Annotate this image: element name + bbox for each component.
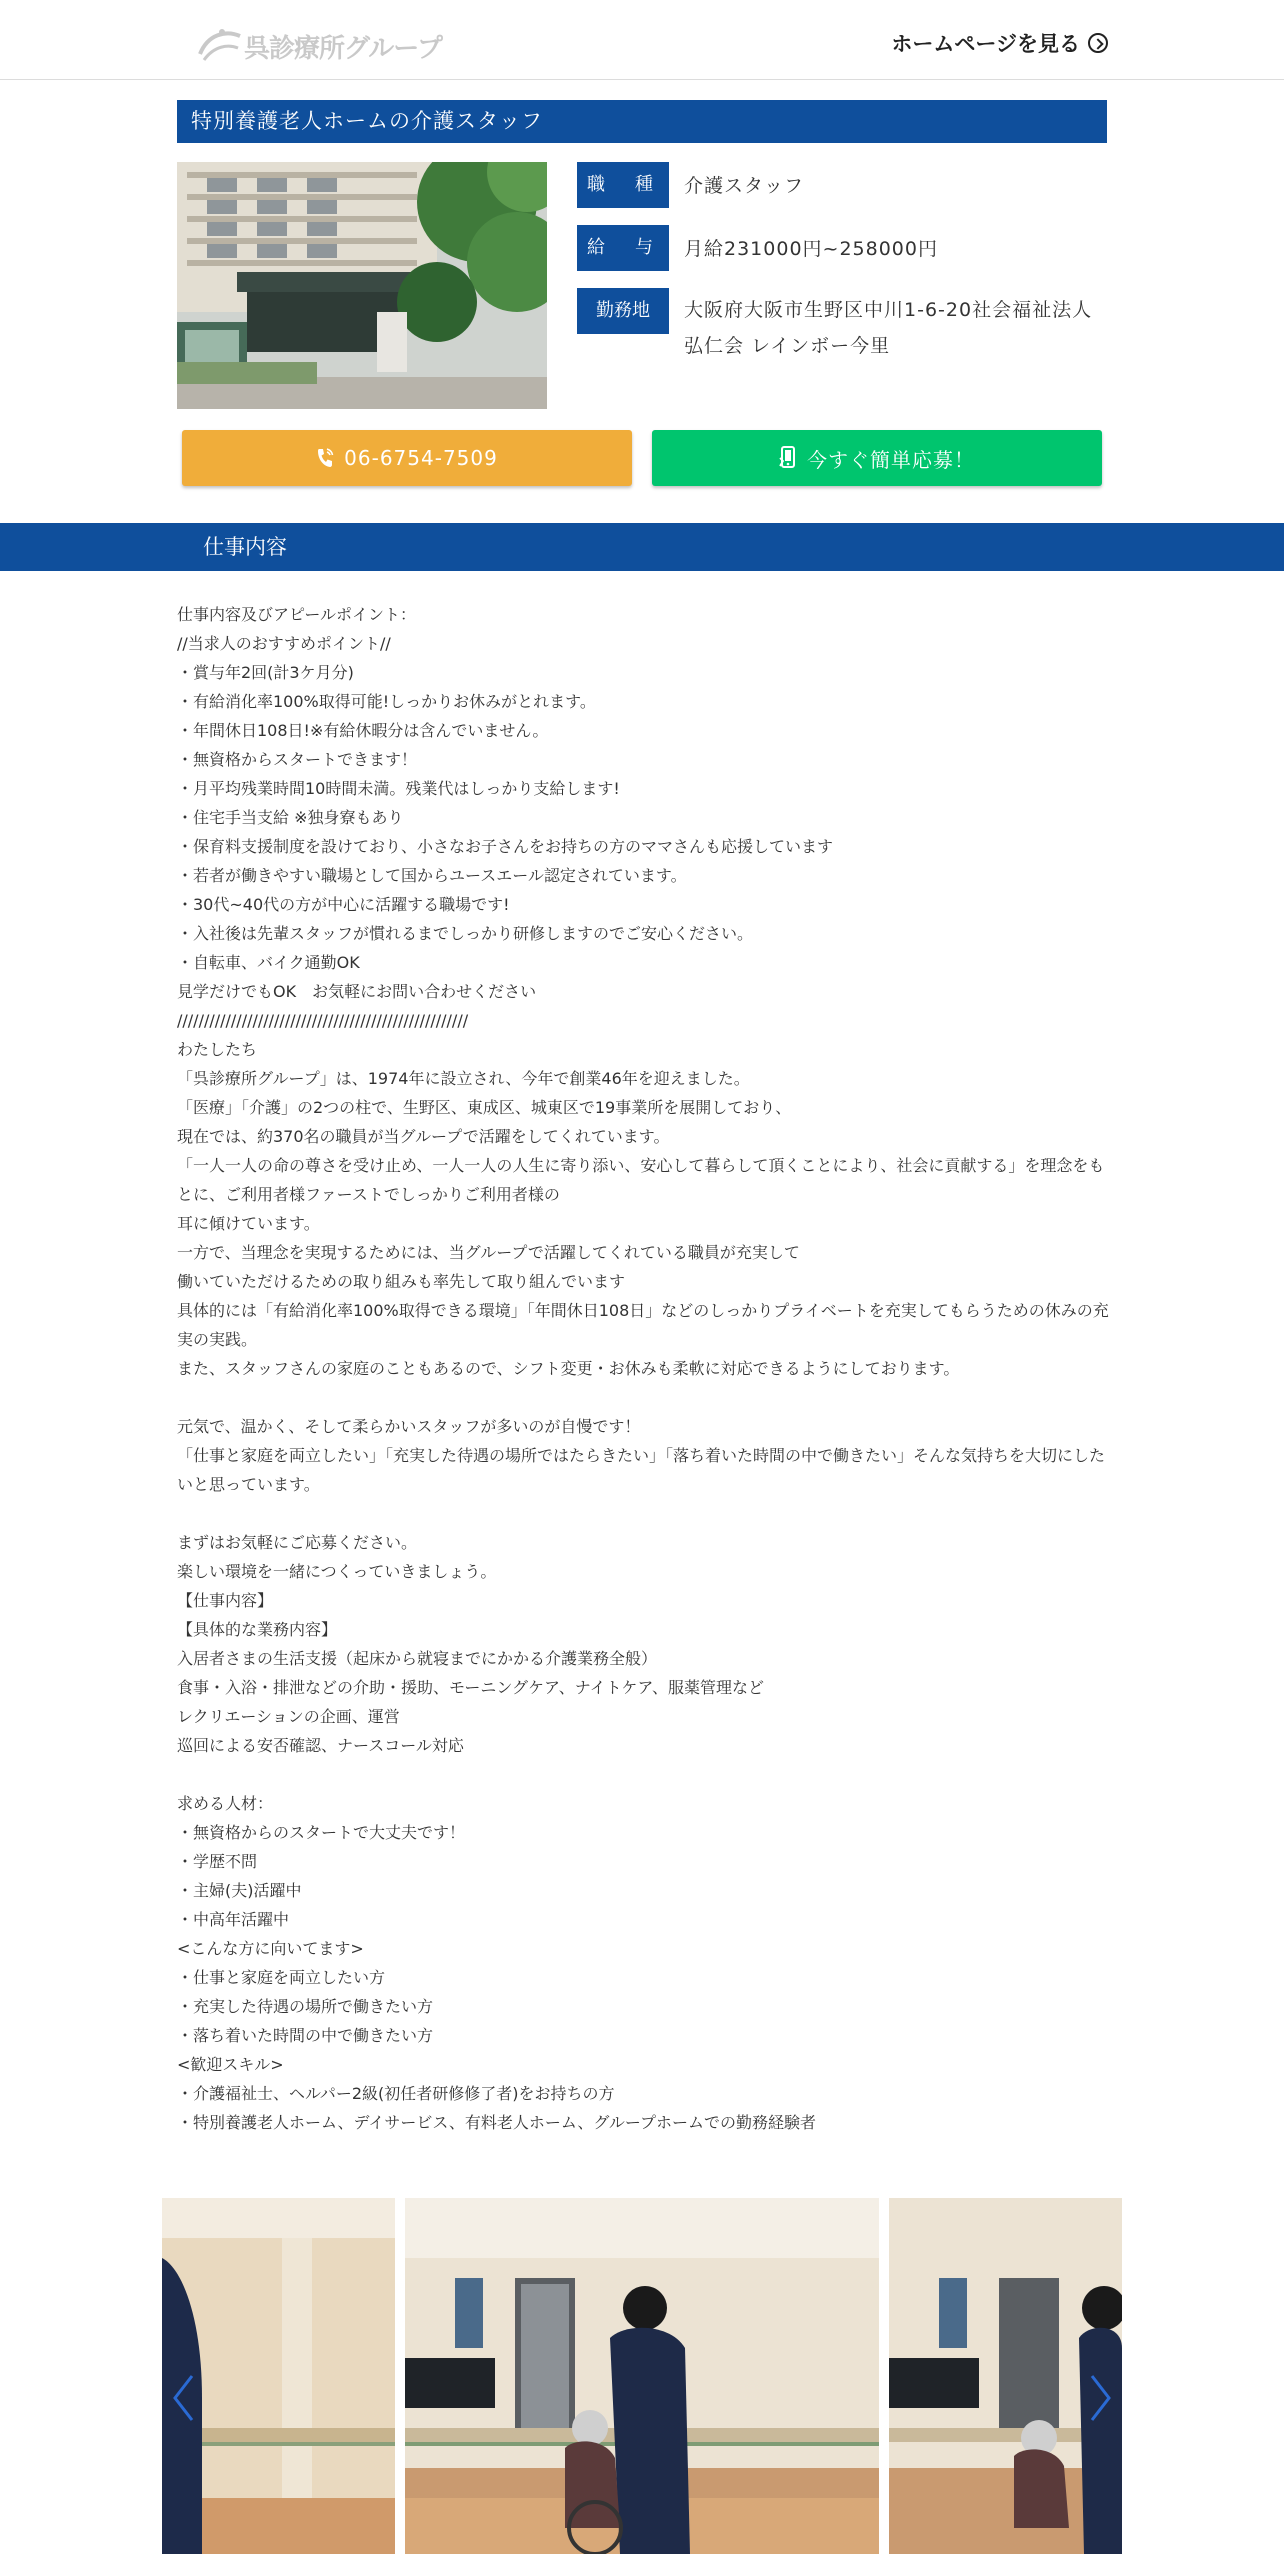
description-line: 「呉診療所グループ」は、1974年に設立され、今年で創業46年を迎えました。 (177, 1069, 750, 1088)
carousel-slide (162, 2198, 395, 2554)
description-line: ・賞与年2回(計3ケ月分) (177, 663, 354, 682)
group-logo[interactable] (196, 24, 442, 64)
photo-carousel[interactable] (162, 2198, 1122, 2554)
homepage-link-label: ホームページを見る (891, 32, 1080, 56)
description-line: 【具体的な業務内容】 (177, 1620, 338, 1639)
description-line: ・学歴不問 (177, 1852, 258, 1871)
description-line: 【仕事内容】 (177, 1591, 274, 1610)
description-line: ・月平均残業時間10時間未満。残業代はしっかり支給します! (177, 779, 620, 798)
chevron-right-icon[interactable] (1090, 2374, 1112, 2422)
facility-photo (177, 162, 547, 409)
description-line (177, 1499, 1109, 1528)
description-line: ・住宅手当支給 ※独身寮もあり (177, 808, 404, 827)
chevron-left-icon[interactable] (172, 2374, 194, 2422)
description-line: <こんな方に向いてます> (177, 1939, 364, 1958)
description-line: 具体的には「有給消化率100%取得できる環境」「年間休日108日」などのしっかりプライベートを充実してもらうための休みの充実の実践。 (177, 1301, 1109, 1349)
description-line: ・自転車、バイク通勤OK (177, 953, 360, 972)
salary-label: 給 与 (577, 225, 669, 271)
job-type-label: 職 種 (577, 162, 669, 208)
mobile-icon (779, 446, 797, 470)
description-line: ////////////////////////////////////////////////////// (177, 1011, 469, 1030)
description-line: わたしたち (177, 1040, 258, 1059)
description-line: ・充実した待遇の場所で働きたい方 (177, 1997, 434, 2016)
workplace-value: 大阪府大阪市生野区中川1-6-20社会福祉法人弘仁会 レインボー今里 (684, 299, 1093, 357)
description-line: ・保育料支援制度を設けており、小さなお子さんをお持ちの方のママさんも応援しています (177, 837, 834, 856)
carousel-slide (405, 2198, 879, 2554)
job-title: 特別養護老人ホームの介護スタッフ (177, 100, 1107, 143)
description-line: ・年間休日108日!※有給休暇分は含んでいません。 (177, 721, 549, 740)
description-line: ・入社後は先輩スタッフが慣れるまでしっかり研修しますのでご安心ください。 (177, 924, 754, 943)
apply-button-label: 今すぐ簡単応募！ (807, 447, 975, 472)
description-line: ・30代~40代の方が中心に活躍する職場です! (177, 895, 510, 914)
description-line: ・特別養護老人ホーム、デイサービス、有料老人ホーム、グループホームでの勤務経験者 (177, 2113, 817, 2132)
description-line: ・介護福祉士、ヘルパー2級(初任者研修修了者)をお持ちの方 (177, 2084, 615, 2103)
description-line (177, 1383, 1109, 1412)
circle-chevron-right-icon (1088, 33, 1108, 53)
description-line: ・主婦(夫)活躍中 (177, 1881, 302, 1900)
description-line: 耳に傾けています。 (177, 1214, 320, 1233)
description-line: <歓迎スキル> (177, 2055, 284, 2074)
logo-text: 呉診療所グループ (244, 34, 442, 64)
job-type-value: 介護スタッフ (684, 175, 805, 197)
homepage-link[interactable] (891, 28, 1108, 58)
description-line: ・有給消化率100%取得可能!しっかりお休みがとれます。 (177, 692, 596, 711)
description-line: また、スタッフさんの家庭のこともあるので、シフト変更・お休みも柔軟に対応できるようにしております。 (177, 1359, 960, 1378)
phone-number: 06-6754-7509 (344, 446, 498, 470)
description-line: 食事・入浴・排泄などの介助・援助、モーニングケア、ナイトケア、服薬管理など (177, 1678, 765, 1697)
description-line: レクリエーションの企画、運営 (177, 1707, 400, 1726)
description-line: 一方で、当理念を実現するためには、当グループで活躍してくれている職員が充実して (177, 1243, 800, 1262)
description-line: ・仕事と家庭を両立したい方 (177, 1968, 386, 1987)
description-line: ・無資格からスタートできます！ (177, 750, 418, 769)
description-line: 現在では、約370名の職員が当グループで活躍をしてくれています。 (177, 1127, 670, 1146)
site-header (0, 0, 1284, 80)
description-line: 仕事内容及びアピールポイント： (177, 605, 417, 624)
apply-button[interactable] (652, 430, 1102, 486)
description-line: 働いていただけるための取り組みも率先して取り組んでいます (177, 1272, 626, 1291)
description-line: 巡回による安否確認、ナースコール対応 (177, 1736, 464, 1755)
description-line: 見学だけでもOK お気軽にお問い合わせください (177, 982, 537, 1001)
carousel-slide (889, 2198, 1122, 2554)
description-line: 「仕事と家庭を両立したい」「充実した待遇の場所ではたらきたい」「落ち着いた時間の中で働きたい」そんな気持ちを大切にしたいと思っています。 (177, 1446, 1106, 1494)
description-line: 「医療」「介護」の2つの柱で、生野区、東成区、城東区で19事業所を展開しており、 (177, 1098, 792, 1117)
description-line: 楽しい環境を一緒につくっていきましょう。 (177, 1562, 497, 1581)
job-description (177, 600, 1109, 2137)
description-line (177, 1760, 1109, 1789)
salary-value: 月給231000円~258000円 (684, 238, 938, 260)
description-line: 求める人材： (177, 1794, 274, 1813)
description-line: //当求人のおすすめポイント// (177, 634, 391, 653)
description-line: 入居者さまの生活支援（起床から就寝までにかかる介護業務全般） (177, 1649, 658, 1668)
description-line: ・中高年活躍中 (177, 1910, 290, 1929)
description-line: ・無資格からのスタートで大丈夫です！ (177, 1823, 466, 1842)
workplace-label: 勤務地 (577, 288, 669, 334)
description-line: まずはお気軽にご応募ください。 (177, 1533, 418, 1552)
description-line: ・若者が働きやすい職場として国からユースエール認定されています。 (177, 866, 687, 885)
phone-call-button[interactable] (182, 430, 632, 486)
phone-icon (316, 447, 334, 469)
description-line: 「一人一人の命の尊さを受け止め、一人一人の人生に寄り添い、安心して暮らして頂くことにより、社会に貢献する」を理念をもとに、ご利用者様ファーストでしっかりご利用者様の (177, 1156, 1105, 1204)
description-line: ・落ち着いた時間の中で働きたい方 (177, 2026, 434, 2045)
section-title-job-content: 仕事内容 (0, 523, 1284, 571)
description-line: 元気で、温かく、そして柔らかいスタッフが多いのが自慢です！ (177, 1417, 641, 1436)
logo-mark-icon (196, 24, 244, 64)
